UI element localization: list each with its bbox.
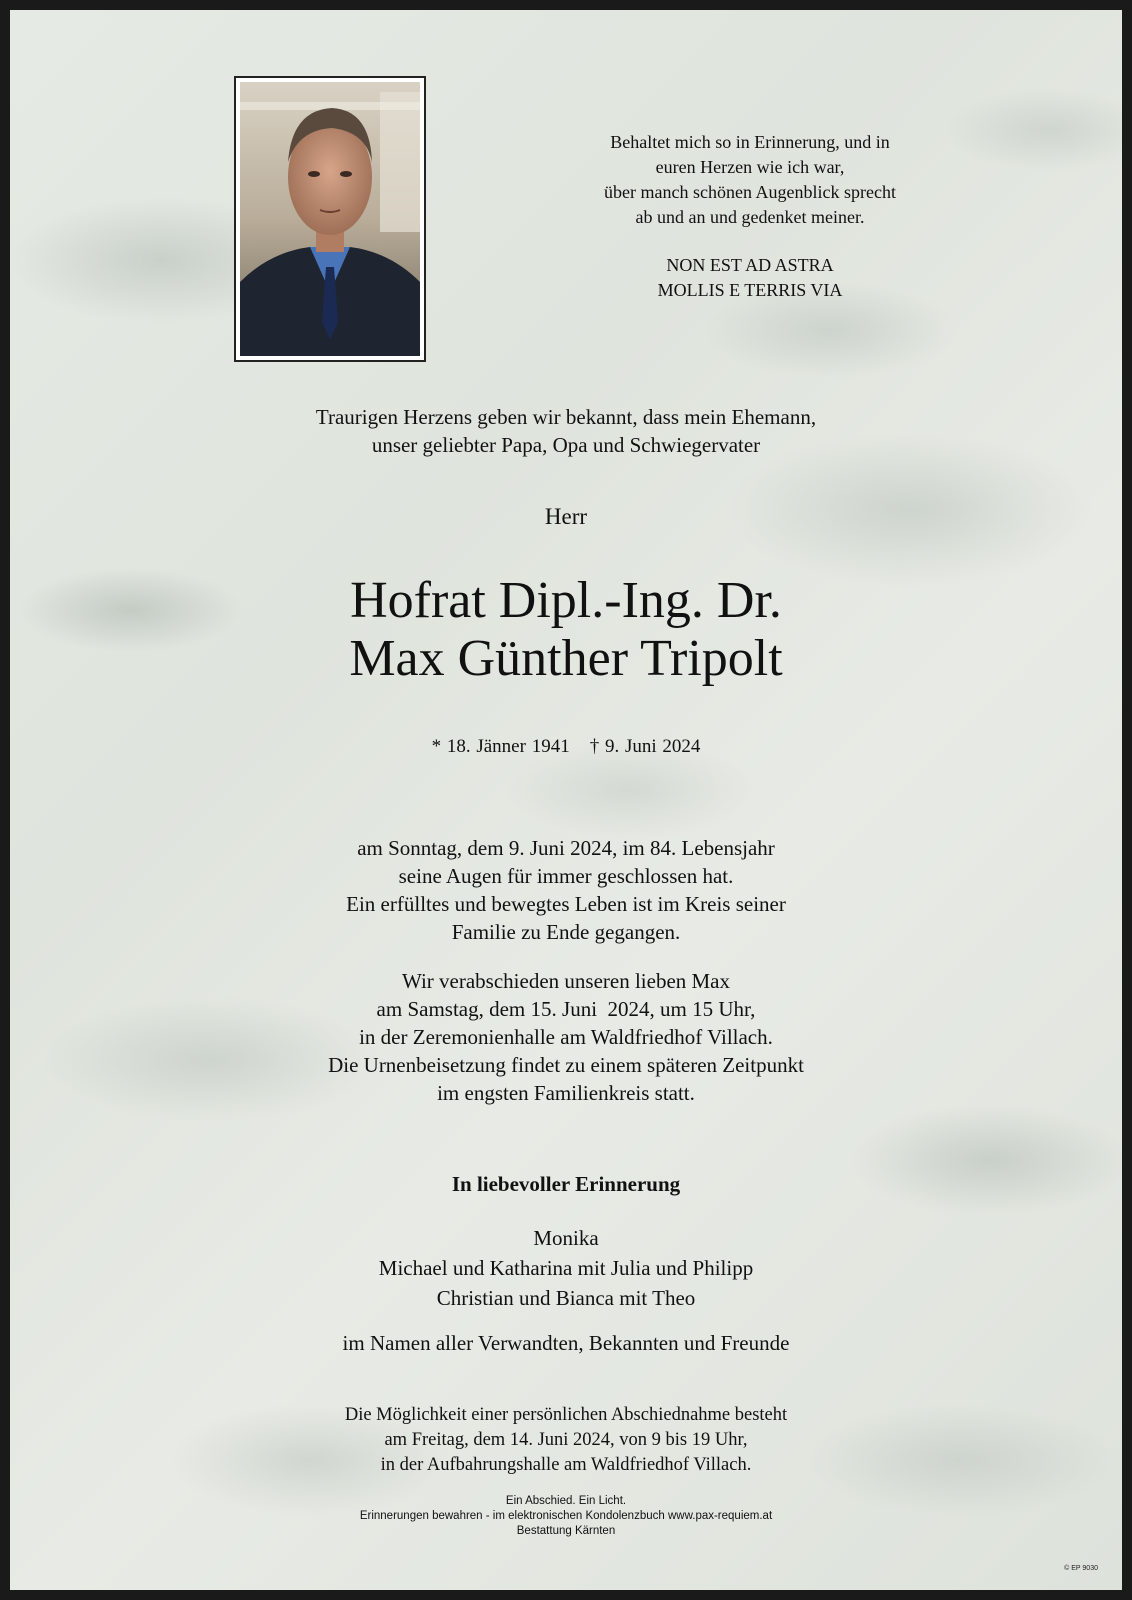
mourner-name: Michael und Katharina mit Julia und Philipp — [378, 1256, 754, 1280]
mourners-list — [10, 1223, 1122, 1313]
footer-line: Ein Abschied. Ein Licht. — [505, 1495, 627, 1507]
funeral-line: Wir verabschieden unseren lieben Max — [401, 969, 731, 993]
intro-line: unser geliebter Papa, Opa und Schwiegervater — [371, 433, 761, 457]
notice-line: seine Augen für immer geschlossen hat. — [398, 864, 734, 888]
poem-line: euren Herzen wie ich war, — [655, 157, 845, 177]
footer-line: Bestattung Kärnten — [516, 1525, 616, 1537]
viewing-info — [10, 1403, 1122, 1478]
notice-line: Ein erfülltes und bewegtes Leben ist im Kreis seiner — [346, 892, 786, 916]
name-title-line: Hofrat Dipl.-Ing. Dr. — [350, 572, 782, 629]
latin-motto-line: MOLLIS E TERRIS VIA — [657, 280, 843, 300]
latin-motto-line: NON EST AD ASTRA — [666, 255, 834, 275]
funeral-line: im engsten Familienkreis statt. — [437, 1081, 695, 1105]
viewing-line: Die Möglichkeit einer persönlichen Abschiednahme besteht — [344, 1405, 788, 1425]
poem-line: Behaltet mich so in Erinnerung, und in — [610, 132, 890, 152]
life-dates — [10, 736, 1122, 758]
footer — [10, 1494, 1122, 1539]
name-full-line: Max Günther Tripolt — [349, 630, 783, 687]
intro-line: Traurigen Herzens geben wir bekannt, dass mein Ehemann, — [315, 405, 817, 429]
death-date: † 9. Juni 2024 — [589, 736, 701, 757]
portrait-image — [240, 82, 420, 356]
notice-line: am Sonntag, dem 9. Juni 2024, im 84. Lebensjahr — [357, 836, 775, 860]
salutation: Herr — [544, 504, 588, 529]
announcement-intro — [10, 403, 1122, 459]
notice-line: Familie zu Ende gegangen. — [451, 920, 681, 944]
viewing-line: am Freitag, dem 14. Juni 2024, von 9 bis 19 Uhr, — [384, 1430, 748, 1450]
poem-line: über manch schönen Augenblick sprecht — [604, 182, 896, 202]
mourner-name: Monika — [533, 1226, 599, 1250]
poem-line: ab und an und gedenket meiner. — [635, 207, 865, 227]
funeral-line: Die Urnenbeisetzung findet zu einem späteren Zeitpunkt — [328, 1053, 804, 1077]
relatives-line: im Namen aller Verwandten, Bekannten und Freunde — [342, 1331, 790, 1355]
deceased-name — [10, 572, 1122, 688]
memorial-poem — [550, 130, 950, 303]
birth-date: * 18. Jänner 1941 — [431, 736, 570, 757]
funeral-line: in der Zeremonienhalle am Waldfriedhof Villach. — [359, 1025, 773, 1049]
footer-line: Erinnerungen bewahren - im elektronischen Kondolenzbuch www.pax-requiem.at — [359, 1510, 773, 1522]
copyright-mark: © EP 9030 — [1064, 1565, 1098, 1572]
funeral-line: am Samstag, dem 15. Juni 2024, um 15 Uhr, — [376, 997, 756, 1021]
mourner-name: Christian und Bianca mit Theo — [436, 1286, 696, 1310]
funeral-details — [10, 967, 1122, 1107]
mourners-heading: In liebevoller Erinnerung — [451, 1172, 681, 1196]
portrait-photo — [234, 76, 426, 362]
death-notice-text — [10, 834, 1122, 946]
viewing-line: in der Aufbahrungshalle am Waldfriedhof Villach. — [380, 1455, 752, 1475]
